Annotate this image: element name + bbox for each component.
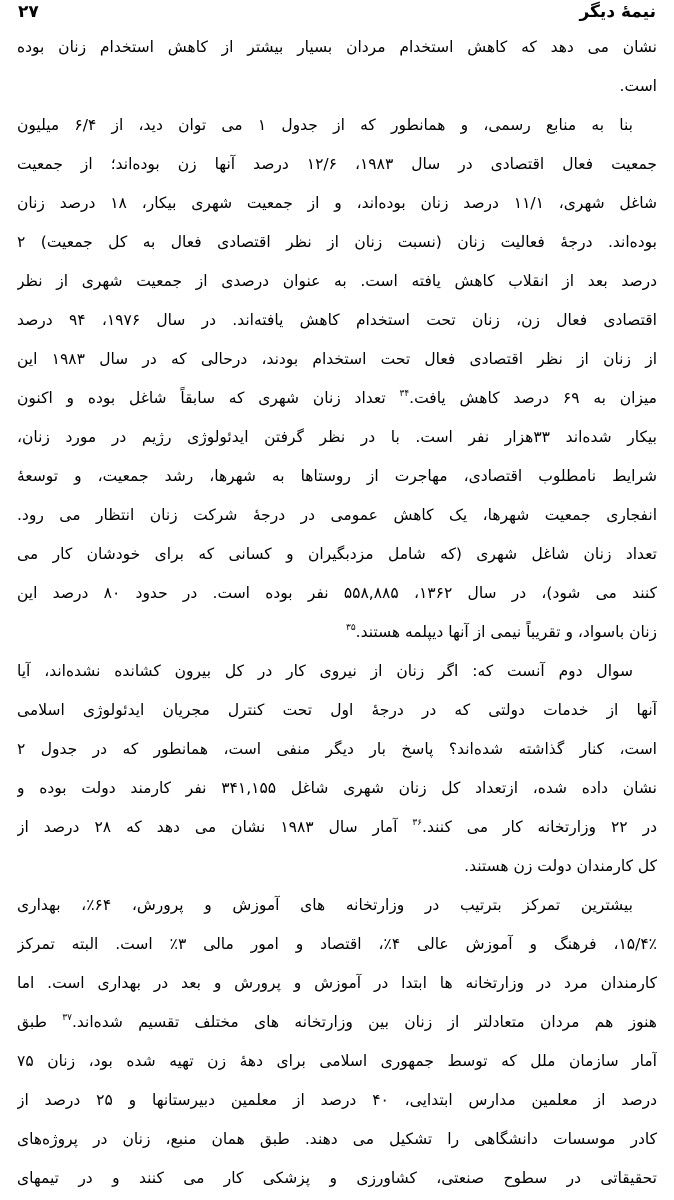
text-line: انفجاری جمعیت شهرها، یک کاهش عمومی در درجهٔ شرکت زنان انتظار می رود. [17,506,657,524]
text-line: درصد از معلمین مدارس ابتدایی، ۴۰ درصد از معلمین دبیرستانها و ۲۵ درصد از [17,1091,657,1109]
text-line: نشان می دهد که کاهش استخدام مردان بسیار بیشتر از کاهش استخدام زنان بوده [17,38,657,56]
text-line [17,613,657,652]
text-segment: هنوز هم مردان متعادلتر از زنان بین وزارتخانه های مختلف تقسیم شده‌اند. [71,1013,657,1031]
text-segment: میزان به ۶۹ درصد کاهش یافت. [409,389,657,407]
text-line: بیشترین تمرکز بترتیب در وزارتخانه های آموزش و پرورش، ۶۴٪، بهداری [17,896,633,914]
text-line: شرایط نامطلوب اقتصادی، مهاجرت از روستاها به شهرها، رشد جمعیت، و توسعهٔ [17,467,657,485]
text-line: از زنان از نظر اقتصادی فعال تحت استخدام بودند، درحالی که در سال ۱۹۸۳ این [17,350,657,368]
book-title: نیمهٔ دیگر [579,2,656,22]
text-line: آمار سازمان ملل که توسط جمهوری اسلامی برای دههٔ زن تهیه شده بود، زنان ۷۵ [17,1052,657,1070]
footnote-marker: ۳۵ [345,623,356,633]
text-line: بوده‌اند. درجهٔ فعالیت زنان (نسبت زنان از نظر اقتصادی فعال به کل جمعیت) ۲ [17,233,657,251]
text-line: سوال دوم آنست که: اگر زنان از نیروی کار در کل بیرون کشانده نشده‌اند، آیا [17,662,633,680]
text-line: کادر موسسات دانشگاهی را تشکیل می دهند. طبق همان منبع، زنان در پروژه‌های [17,1130,657,1148]
text-segment: طبق [17,1013,63,1031]
text-line: است. [619,77,657,95]
text-line: است، کنار گذاشته شده‌اند؟ پاسخ بار دیگر منفی است، همانطور که در جدول ۲ [17,740,657,758]
text-line: ۱۵/۴٪، فرهنگ و آموزش عالی ۴٪، اقتصاد و امور مالی ۳٪ است. البته تمرکز [17,935,657,953]
text-segment: آمار سال ۱۹۸۳ نشان می دهد که ۲۸ درصد از [17,818,413,836]
text-segment: زنان باسواد، و تقریباً نیمی از آنها دیپلمه هستند. [355,623,657,641]
text-segment: تعداد زنان شهری که سابقاً شاغل بوده و اکنون [17,389,400,407]
text-line: نشان داده شده، ازتعداد کل زنان شهری شاغل ۳۴۱,۱۵۵ نفر کارمند دولت بوده و [17,779,657,797]
text-line: بیکار شده‌اند ۳۳هزار نفر است. با در نظر گرفتن ایدئولوژی رژیم در مورد زنان، [17,428,657,446]
text-line: تحقیقاتی در سطوح صنعتی، کشاورزی و پزشکی کار می کنند و در تیمهای [17,1169,657,1187]
footnote-marker: ۳۶ [412,818,423,828]
body-text [17,28,657,1198]
text-line: بنا به منابع رسمی، و همانطور که از جدول ۱ می توان دید، از ۶/۴ میلیون [17,116,633,134]
text-line: درصد بعد از انقلاب کاهش یافته است. به عنوان درصدی از جمعیت شهری از نظر [17,272,657,290]
running-header [18,2,656,30]
footnote-marker: ۳۷ [62,1013,72,1023]
text-line: اقتصادی فعال زن، زنان تحت استخدام کاهش یافته‌اند. در سال ۱۹۷۶، ۹۴ درصد [17,311,657,329]
text-line: کنند می شود)، در سال ۱۳۶۲، ۵۵۸,۸۸۵ نفر بوده است. در حدود ۸۰ درصد این [17,584,657,602]
text-segment: در ۲۲ وزارتخانه کار می کنند. [422,818,657,836]
text-line [17,1003,657,1042]
text-line: شاغل شهری، ۱۱/۱ درصد زنان بوده‌اند، و از جمعیت شهری بیکار، ۱۸ درصد زنان [17,194,657,212]
footnote-marker: ۳۴ [399,389,410,399]
text-line: کارمندان مرد در وزارتخانه ها ابتدا در آموزش و پرورش و بعد در بهداری است. اما [17,974,657,992]
text-line [17,808,657,847]
text-line: آنها از خدمات دولتی که در درجهٔ اول تحت کنترل مجریان ایدئولوژی اسلامی [17,701,657,719]
text-line: کل کارمندان دولت زن هستند. [464,857,657,875]
text-line: جمعیت فعال اقتصادی در سال ۱۹۸۳، ۱۲/۶ درصد آنها زن بوده‌اند؛ از جمعیت [17,155,657,173]
page-number: ۲۷ [18,2,39,22]
text-line: تعداد زنان شاغل شهری (که شامل مزدبگیران و کسانی که برای خودشان کار می [17,545,657,563]
text-line [17,379,657,418]
